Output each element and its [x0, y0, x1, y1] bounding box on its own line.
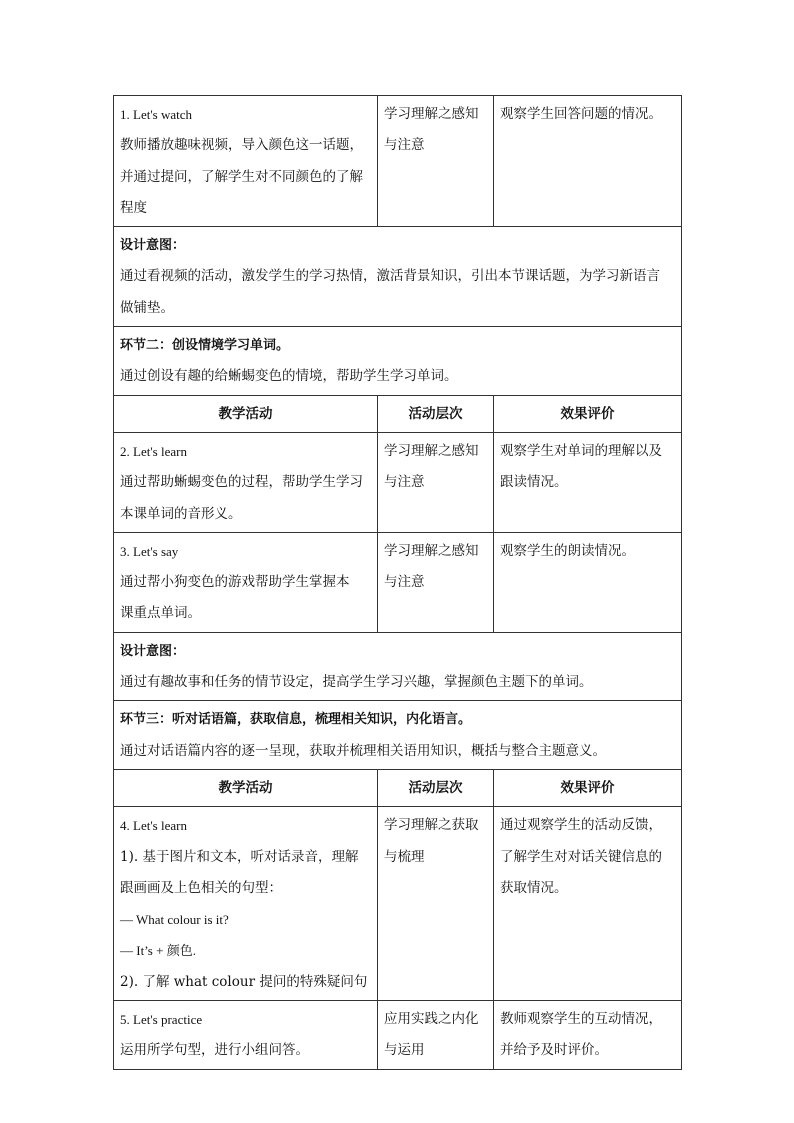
design-intent-cell — [114, 227, 682, 327]
section-text: 通过对话语篇内容的逐一呈现，获取并梳理相关语用知识，概括与整合主题意义。 — [120, 742, 606, 759]
level-cell — [378, 807, 494, 1001]
evaluation-cell — [494, 1001, 682, 1070]
evaluation-text: 观察学生回答问题的情况。 — [500, 106, 662, 122]
header-activity: 教学活动 — [114, 395, 378, 432]
evaluation-text: 通过观察学生的活动反馈，了解学生对对话关键信息的获取情况。 — [500, 817, 662, 896]
activity-desc-line: 程度 — [120, 199, 147, 216]
evaluation-cell — [494, 96, 682, 227]
level-text: 应用实践之内化与运用 — [384, 1011, 479, 1059]
activity-cell — [114, 96, 378, 227]
header-row — [114, 395, 682, 432]
table-row — [114, 807, 682, 1001]
evaluation-cell — [494, 432, 682, 532]
table-row — [114, 1001, 682, 1070]
design-intent-text: 通过有趣故事和任务的情节设定，提高学生学习兴趣，掌握颜色主题下的单词。 — [120, 674, 593, 691]
design-intent-label: 设计意图： — [120, 643, 186, 659]
level-text: 学习理解之感知与注意 — [384, 106, 479, 154]
table-row — [114, 327, 682, 396]
activity-title: 5. Let's practice — [120, 1012, 203, 1028]
activity-title: 4. Let's learn — [120, 818, 187, 834]
level-cell — [378, 96, 494, 227]
activity-title: 2. Let's learn — [120, 443, 187, 459]
activity-title: 3. Let's say — [120, 543, 179, 559]
header-activity: 教学活动 — [114, 769, 378, 806]
activity-cell — [114, 807, 378, 1001]
design-intent-text: 通过看视频的活动，激发学生的学习热情，激活背景知识，引出本节课话题，为学习新语言 — [120, 268, 660, 285]
activity-desc-line: 并通过提问，了解学生对不同颜色的了解 — [120, 168, 363, 185]
evaluation-cell — [494, 532, 682, 632]
evaluation-cell — [494, 807, 682, 1001]
table-row — [114, 96, 682, 227]
activity-cell — [114, 432, 378, 532]
header-evaluation: 效果评价 — [494, 395, 682, 432]
section-cell — [114, 327, 682, 396]
header-evaluation: 效果评价 — [494, 769, 682, 806]
table-row — [114, 632, 682, 701]
activity-desc-line: 通过帮助蜥蜴变色的过程，帮助学生学习 — [120, 474, 363, 491]
sentence-pattern-question: — What colour is it? — [120, 912, 229, 928]
activity-desc-line: 教师播放趣味视频，导入颜色这一话题， — [120, 137, 363, 154]
sentence-pattern-answer: — It’s + 颜色. — [120, 943, 196, 959]
header-level: 活动层次 — [378, 395, 494, 432]
design-intent-text: 做铺垫。 — [120, 299, 174, 316]
level-cell — [378, 1001, 494, 1070]
table-row — [114, 432, 682, 532]
activity-desc-line: 本课单词的音形义。 — [120, 505, 242, 522]
section-title: 环节二：创设情境学习单词。 — [120, 338, 290, 354]
header-level: 活动层次 — [378, 769, 494, 806]
section-cell — [114, 701, 682, 770]
section-title: 环节三：听对话语篇，获取信息，梳理相关知识，内化语言。 — [120, 712, 472, 728]
activity-desc-line: 跟画画及上色相关的句型： — [120, 879, 282, 896]
activity-desc-line: 1). 基于图片和文本，听对话录音，理解 — [120, 848, 359, 865]
table-row — [114, 532, 682, 632]
activity-desc-line: 运用所学句型，进行小组问答。 — [120, 1042, 309, 1059]
evaluation-text: 教师观察学生的互动情况，并给予及时评价。 — [500, 1011, 662, 1059]
activity-desc-line: 通过帮小狗变色的游戏帮助学生掌握本 — [120, 574, 350, 591]
evaluation-text: 观察学生的朗读情况。 — [500, 542, 635, 559]
level-text: 学习理解之感知与注意 — [384, 442, 479, 491]
header-row — [114, 769, 682, 806]
section-text: 通过创设有趣的给蜥蜴变色的情境，帮助学生学习单词。 — [120, 368, 458, 385]
activity-desc-line: 课重点单词。 — [120, 605, 201, 622]
level-text: 学习理解之获取与梳理 — [384, 817, 479, 865]
activity-title: 1. Let's watch — [120, 107, 193, 122]
level-text: 学习理解之感知与注意 — [384, 542, 479, 591]
design-intent-label: 设计意图： — [120, 238, 186, 254]
design-intent-cell — [114, 632, 682, 701]
table-row — [114, 701, 682, 770]
activity-cell — [114, 1001, 378, 1070]
activity-desc-line: 2). 了解 what colour 提问的特殊疑问句 — [120, 973, 368, 990]
lesson-plan-table — [113, 95, 682, 1070]
evaluation-text: 观察学生对单词的理解以及跟读情况。 — [500, 442, 662, 491]
table-row — [114, 227, 682, 327]
level-cell — [378, 432, 494, 532]
level-cell — [378, 532, 494, 632]
activity-cell — [114, 532, 378, 632]
